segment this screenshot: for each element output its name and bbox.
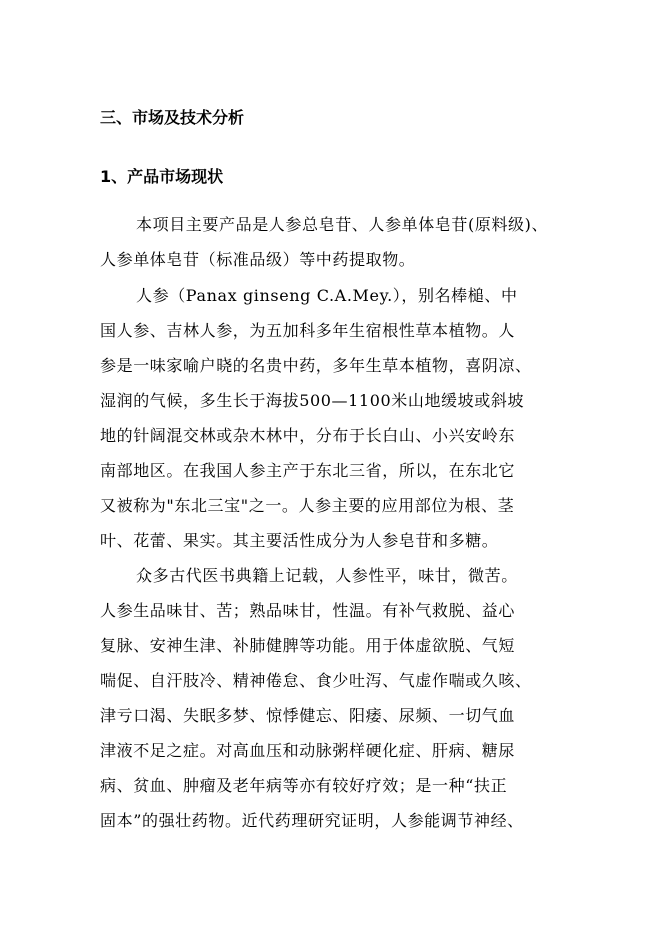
paragraph-line: 参是一味家喻户晓的名贵中药，多年生草本植物，喜阴凉、 bbox=[100, 356, 532, 375]
subsection-heading: 1、产品市场现状 bbox=[100, 167, 224, 186]
paragraph-line: 湿润的气候，多生长于海拔500—1100米山地缓坡或斜坡 bbox=[100, 391, 525, 410]
paragraph-line: 又被称为"东北三宝"之一。人参主要的应用部位为根、茎 bbox=[100, 496, 515, 515]
section-heading: 三、市场及技术分析 bbox=[100, 108, 245, 127]
paragraph-line: 固本”的强壮药物。近代药理研究证明，人参能调节神经、 bbox=[100, 811, 524, 830]
paragraph-line: 本项目主要产品是人参总皂苷、人参单体皂苷(原料级)、 bbox=[136, 215, 549, 234]
paragraph-line: 人参单体皂苷（标准品级）等中药提取物。 bbox=[100, 250, 416, 269]
paragraph-line: 南部地区。在我国人参主产于东北三省，所以，在东北它 bbox=[100, 461, 516, 480]
paragraph-line: 津液不足之症。对高血压和动脉粥样硬化症、肝病、糖尿 bbox=[100, 741, 516, 760]
paragraph-line: 人参生品味甘、苦；熟品味甘，性温。有补气救脱、益心 bbox=[100, 601, 516, 620]
paragraph-line: 复脉、安神生津、补肺健脾等功能。用于体虚欲脱、气短 bbox=[100, 636, 516, 655]
paragraph-line: 地的针阔混交林或杂木林中，分布于长白山、小兴安岭东 bbox=[100, 426, 516, 445]
paragraph-line: 众多古代医书典籍上记载，人参性平，味甘，微苦。 bbox=[136, 566, 518, 585]
paragraph-line: 叶、花蕾、果实。其主要活性成分为人参皂苷和多糖。 bbox=[100, 531, 499, 550]
paragraph-line: 病、贫血、肿瘤及老年病等亦有较好疗效；是一种“扶正 bbox=[100, 776, 508, 795]
paragraph-line: 喘促、自汗肢冷、精神倦怠、食少吐泻、气虚作喘或久咳、 bbox=[100, 671, 532, 690]
paragraph-line: 津亏口渴、失眠多梦、惊悸健忘、阳痿、尿频、一切气血 bbox=[100, 706, 516, 725]
paragraph-line: 人参（Panax ginseng C.A.Mey.），别名棒槌、中 bbox=[136, 286, 518, 305]
paragraph-line: 国人参、吉林人参，为五加科多年生宿根性草本植物。人 bbox=[100, 321, 516, 340]
